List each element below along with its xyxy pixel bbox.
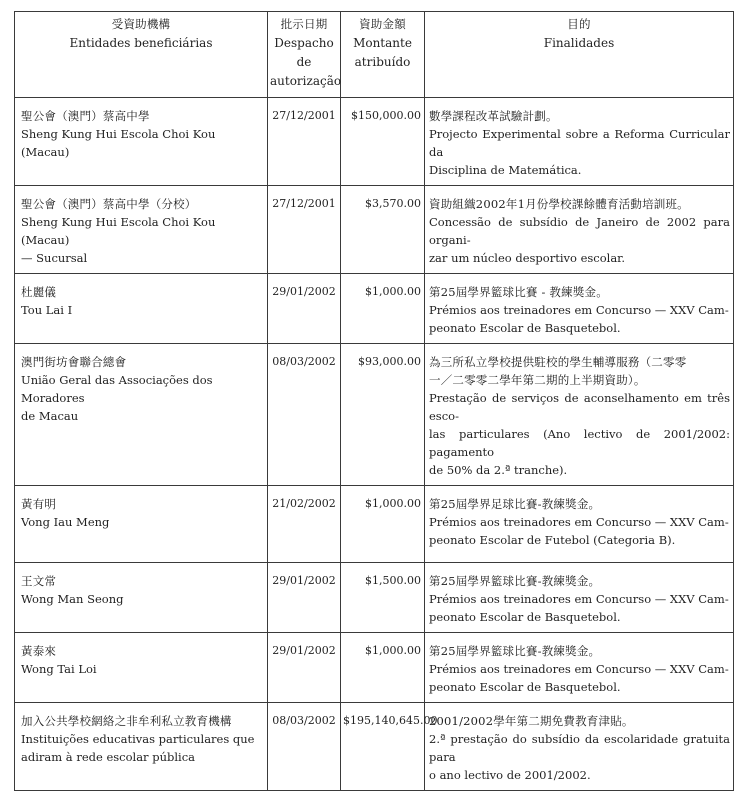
purpose-pt: Prémios aos treinadores em Concurso — XXV Cam-: [429, 515, 729, 529]
purpose-zh: 資助組織2002年1月份學校課餘體育活動培訓班。: [429, 197, 689, 211]
table-header-row: [15, 12, 734, 98]
entity-name-zh: 黃泰來: [21, 644, 57, 658]
entity-name-pt: adiram à rede escolar pública: [21, 750, 195, 764]
amount-cell: $150,000.00: [341, 98, 425, 186]
entity-cell: [15, 563, 268, 633]
header-entity: [15, 12, 268, 98]
purpose-pt: de 50% da 2.ª tranche).: [429, 463, 568, 477]
entity-name-pt: Wong Man Seong: [21, 592, 124, 606]
entity-name-pt: Wong Tai Loi: [21, 662, 97, 676]
purpose-pt: peonato Escolar de Futebol (Categoria B).: [429, 533, 676, 547]
date-cell: 27/12/2001: [268, 186, 341, 274]
amount-cell: $3,570.00: [341, 186, 425, 274]
purpose-zh: 第25屆學界籃球比賽 - 教練獎金。: [429, 285, 608, 299]
purpose-zh: 一／二零零二學年第二期的上半期資助）。: [429, 373, 646, 387]
purpose-pt: Projecto Experimental sobre a Reforma Curricular da: [429, 127, 730, 159]
entity-name-zh: 加入公共學校網絡之非牟利私立教育機構: [21, 714, 232, 728]
header-entity-pt: Entidades beneficiárias: [69, 36, 213, 50]
purpose-zh: 數學課程改革試驗計劃。: [429, 109, 558, 123]
amount-cell: $1,500.00: [341, 563, 425, 633]
entity-name-zh: 王文常: [21, 574, 57, 588]
amount-cell: $195,140,645.00: [341, 703, 425, 791]
purpose-pt: Concessão de subsídio de Janeiro de 2002 para organi-: [429, 215, 730, 247]
entity-cell: [15, 344, 268, 486]
purpose-zh: 第25屆學界籃球比賽-教練獎金。: [429, 644, 601, 658]
entity-name-pt: Sheng Kung Hui Escola Choi Kou (Macau): [21, 127, 216, 159]
amount-cell: $1,000.00: [341, 274, 425, 344]
purpose-pt: zar um núcleo desportivo escolar.: [429, 251, 626, 265]
date-cell: 29/01/2002: [268, 633, 341, 703]
purpose-pt: Prémios aos treinadores em Concurso — XXV Cam-: [429, 592, 729, 606]
header-purpose-pt: Finalidades: [543, 36, 615, 50]
purpose-zh: 第25屆學界足球比賽-教練獎金。: [429, 497, 601, 511]
date-cell: 29/01/2002: [268, 563, 341, 633]
purpose-cell: [425, 274, 734, 344]
purpose-pt: Disciplina de Matemática.: [429, 163, 582, 177]
purpose-pt: peonato Escolar de Basquetebol.: [429, 680, 621, 694]
date-cell: 08/03/2002: [268, 344, 341, 486]
table-row: [15, 633, 734, 703]
amount-cell: $1,000.00: [341, 633, 425, 703]
entity-cell: [15, 98, 268, 186]
header-date-pt-1: Despacho de: [274, 36, 334, 69]
entity-cell: [15, 186, 268, 274]
date-cell: 27/12/2001: [268, 98, 341, 186]
purpose-cell: [425, 344, 734, 486]
purpose-pt: o ano lectivo de 2001/2002.: [429, 768, 591, 782]
purpose-zh: 第25屆學界籃球比賽-教練獎金。: [429, 574, 601, 588]
purpose-cell: [425, 703, 734, 791]
table-row: [15, 563, 734, 633]
date-cell: 08/03/2002: [268, 703, 341, 791]
purpose-pt: Prestação de serviços de aconselhamento em três esco-: [429, 391, 730, 423]
subsidy-table: [14, 11, 734, 791]
table-row: [15, 98, 734, 186]
purpose-zh: 2001/2002學年第二期免費教育津貼。: [429, 714, 634, 728]
entity-name-zh: 杜麗儀: [21, 285, 57, 299]
purpose-cell: [425, 98, 734, 186]
entity-name-zh: 聖公會（澳門）蔡高中學: [21, 109, 150, 123]
entity-cell: [15, 703, 268, 791]
entity-cell: [15, 274, 268, 344]
header-date-pt-2: autorização: [270, 74, 342, 88]
entity-name-zh: 澳門街坊會聯合總會: [21, 355, 127, 369]
purpose-zh: 為三所私立學校提供駐校的學生輔導服務（二零零: [429, 355, 687, 369]
entity-cell: [15, 633, 268, 703]
entity-name-pt: Tou Lai I: [21, 303, 73, 317]
entity-name-zh: 聖公會（澳門）蔡高中學（分校）: [21, 197, 197, 211]
purpose-pt: Prémios aos treinadores em Concurso — XXV Cam-: [429, 303, 729, 317]
amount-cell: $1,000.00: [341, 486, 425, 563]
header-purpose-zh: 目的: [567, 17, 591, 31]
entity-name-pt: Instituições educativas particulares que: [21, 732, 255, 746]
date-cell: 29/01/2002: [268, 274, 341, 344]
header-purpose: [425, 12, 734, 98]
entity-name-pt: de Macau: [21, 409, 79, 423]
purpose-pt: las particulares (Ano lectivo de 2001/2002: pagamento: [429, 427, 730, 459]
entity-name-pt: — Sucursal: [21, 251, 88, 265]
purpose-cell: [425, 186, 734, 274]
entity-name-zh: 黃有明: [21, 497, 57, 511]
amount-cell: $93,000.00: [341, 344, 425, 486]
entity-name-pt: Vong Iau Meng: [21, 515, 110, 529]
purpose-pt: Prémios aos treinadores em Concurso — XXV Cam-: [429, 662, 729, 676]
header-amount: [341, 12, 425, 98]
table-row: [15, 703, 734, 791]
header-amount-pt-2: atribuído: [354, 55, 411, 69]
purpose-pt: peonato Escolar de Basquetebol.: [429, 610, 621, 624]
entity-name-pt: União Geral das Associações dos Moradores: [21, 373, 213, 405]
entity-cell: [15, 486, 268, 563]
table-row: [15, 486, 734, 563]
table-row: [15, 186, 734, 274]
purpose-cell: [425, 486, 734, 563]
purpose-pt: 2.ª prestação do subsídio da escolaridade gratuita para: [429, 732, 730, 764]
purpose-cell: [425, 563, 734, 633]
entity-name-pt: Sheng Kung Hui Escola Choi Kou (Macau): [21, 215, 216, 247]
header-date: [268, 12, 341, 98]
header-entity-zh: 受資助機構: [111, 17, 171, 31]
header-amount-pt-1: Montante: [353, 36, 412, 50]
header-amount-zh: 資助金額: [359, 17, 406, 31]
date-cell: 21/02/2002: [268, 486, 341, 563]
purpose-pt: peonato Escolar de Basquetebol.: [429, 321, 621, 335]
purpose-cell: [425, 633, 734, 703]
table-row: [15, 274, 734, 344]
table-row: [15, 344, 734, 486]
header-date-zh: 批示日期: [280, 17, 328, 31]
